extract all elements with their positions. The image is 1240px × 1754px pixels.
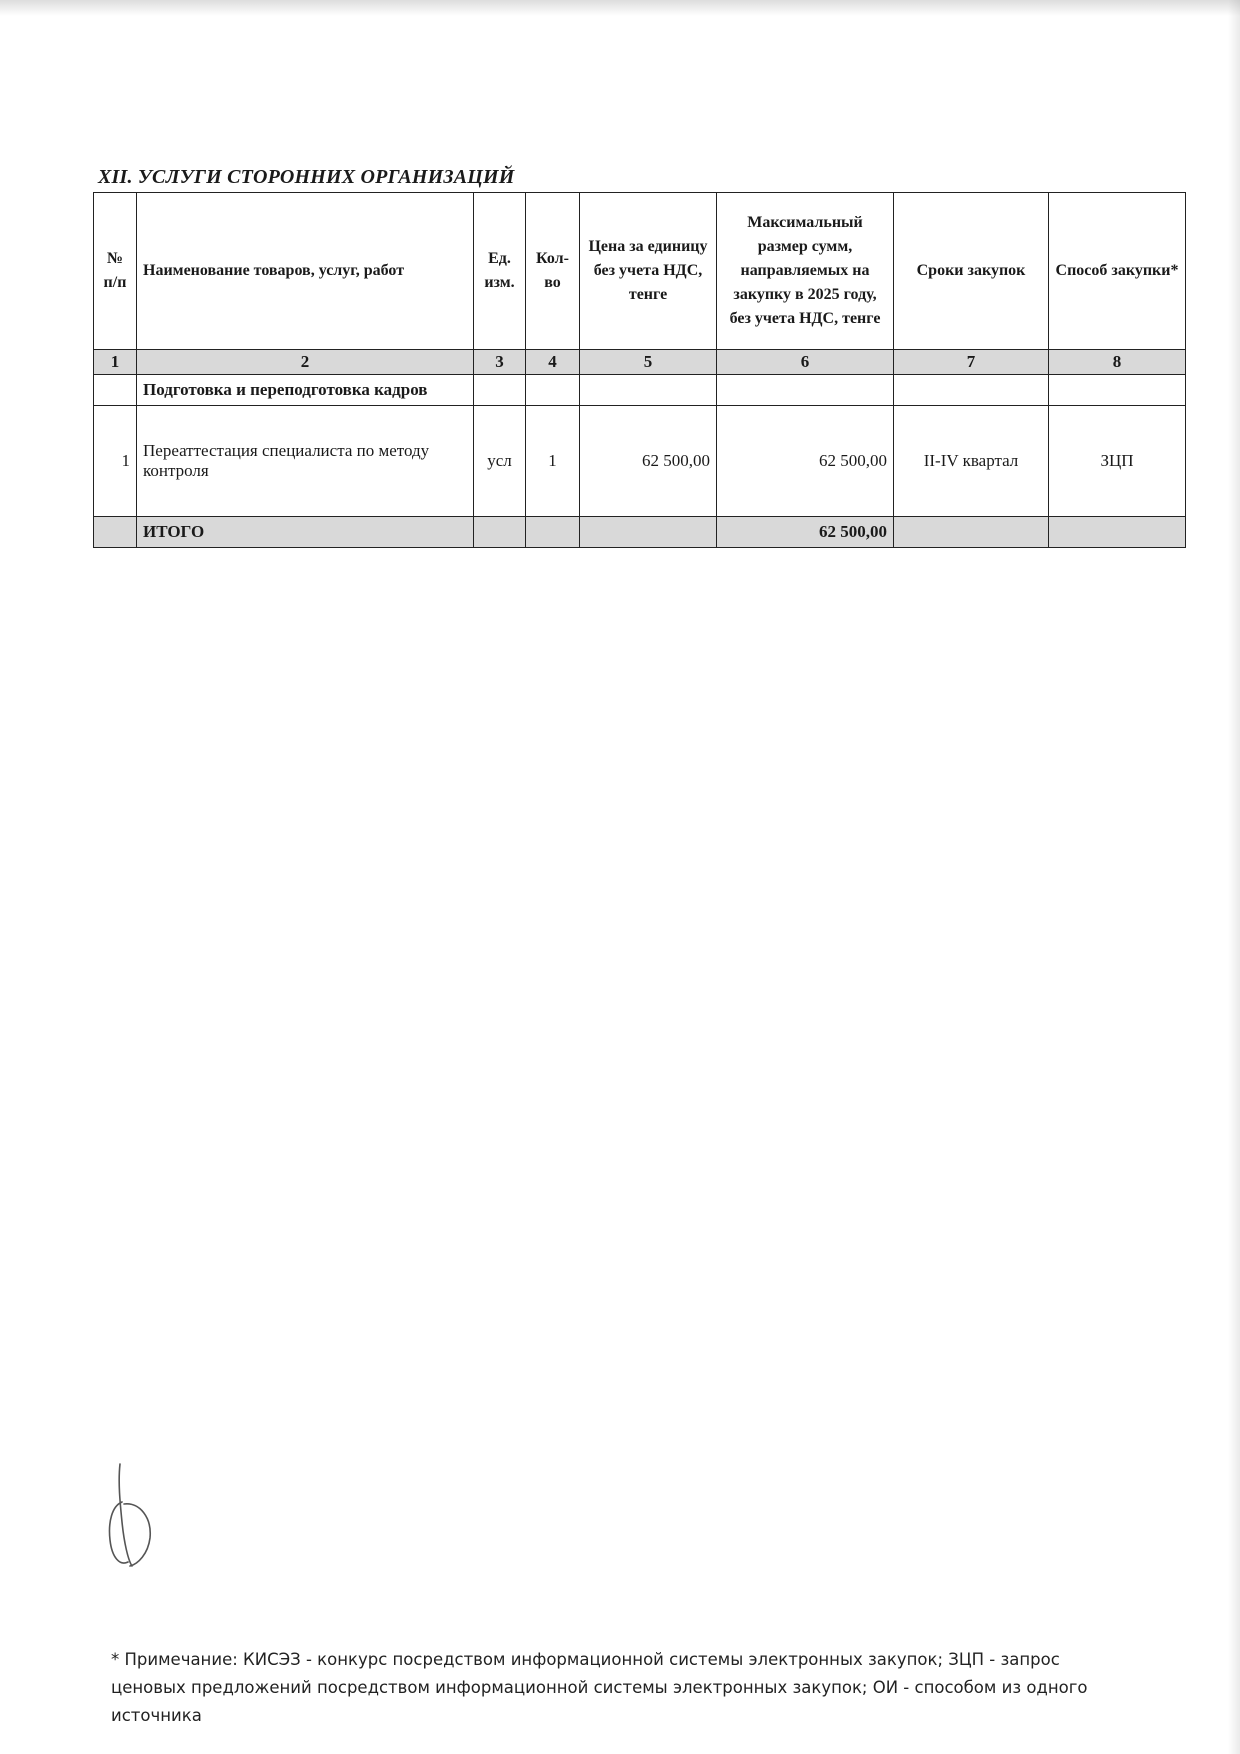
group-empty-cell xyxy=(580,375,717,406)
total-empty-cell xyxy=(94,517,137,548)
total-empty-cell xyxy=(1049,517,1186,548)
total-row xyxy=(94,517,1186,548)
column-number: 5 xyxy=(580,350,717,375)
header-name: Наименование товаров, услуг, работ xyxy=(137,193,474,350)
total-empty-cell xyxy=(894,517,1049,548)
column-number-row xyxy=(94,350,1186,375)
row-max-amount: 62 500,00 xyxy=(717,406,894,517)
total-amount: 62 500,00 xyxy=(717,517,894,548)
group-empty-cell xyxy=(894,375,1049,406)
column-number: 2 xyxy=(137,350,474,375)
column-number: 8 xyxy=(1049,350,1186,375)
column-number: 7 xyxy=(894,350,1049,375)
header-unit: Ед. изм. xyxy=(474,193,526,350)
total-label: ИТОГО xyxy=(137,517,474,548)
header-number: № п/п xyxy=(94,193,137,350)
total-empty-cell xyxy=(526,517,580,548)
row-unit: усл xyxy=(474,406,526,517)
row-unit-price: 62 500,00 xyxy=(580,406,717,517)
table-row xyxy=(94,406,1186,517)
table-header-row xyxy=(94,193,1186,350)
handwritten-signature xyxy=(106,1462,166,1572)
row-quantity: 1 xyxy=(526,406,580,517)
procurement-table xyxy=(93,192,1186,548)
column-number: 1 xyxy=(94,350,137,375)
section-title: XII. УСЛУГИ СТОРОННИХ ОРГАНИЗАЦИЙ xyxy=(98,166,515,188)
group-empty-cell xyxy=(1049,375,1186,406)
footnote: * Примечание: КИСЭЗ - конкурс посредством информационной системы электронных закупок; ЗЦП - запрос ценовых предложений посредством информационной системы электронных закупок; ОИ - способом из одного источника xyxy=(111,1650,1088,1725)
header-period: Сроки закупок xyxy=(894,193,1049,350)
header-method: Способ закупки* xyxy=(1049,193,1186,350)
group-row xyxy=(94,375,1186,406)
scan-edge-shadow-right xyxy=(1228,0,1240,1754)
group-empty-cell xyxy=(526,375,580,406)
header-quantity: Кол-во xyxy=(526,193,580,350)
group-empty-cell xyxy=(717,375,894,406)
column-number: 3 xyxy=(474,350,526,375)
row-number: 1 xyxy=(94,406,137,517)
group-empty-cell xyxy=(94,375,137,406)
column-number: 6 xyxy=(717,350,894,375)
row-period: II-IV квартал xyxy=(894,406,1049,517)
row-method: ЗЦП xyxy=(1049,406,1186,517)
column-number: 4 xyxy=(526,350,580,375)
group-label: Подготовка и переподготовка кадров xyxy=(137,375,474,406)
row-name: Переаттестация специалиста по методу контроля xyxy=(137,406,474,517)
header-max-amount: Максимальный размер сумм, направляемых на закупку в 2025 году, без учета НДС, тенге xyxy=(717,193,894,350)
group-empty-cell xyxy=(474,375,526,406)
total-empty-cell xyxy=(474,517,526,548)
scan-edge-shadow xyxy=(0,0,1240,16)
header-unit-price: Цена за единицу без учета НДС, тенге xyxy=(580,193,717,350)
total-empty-cell xyxy=(580,517,717,548)
